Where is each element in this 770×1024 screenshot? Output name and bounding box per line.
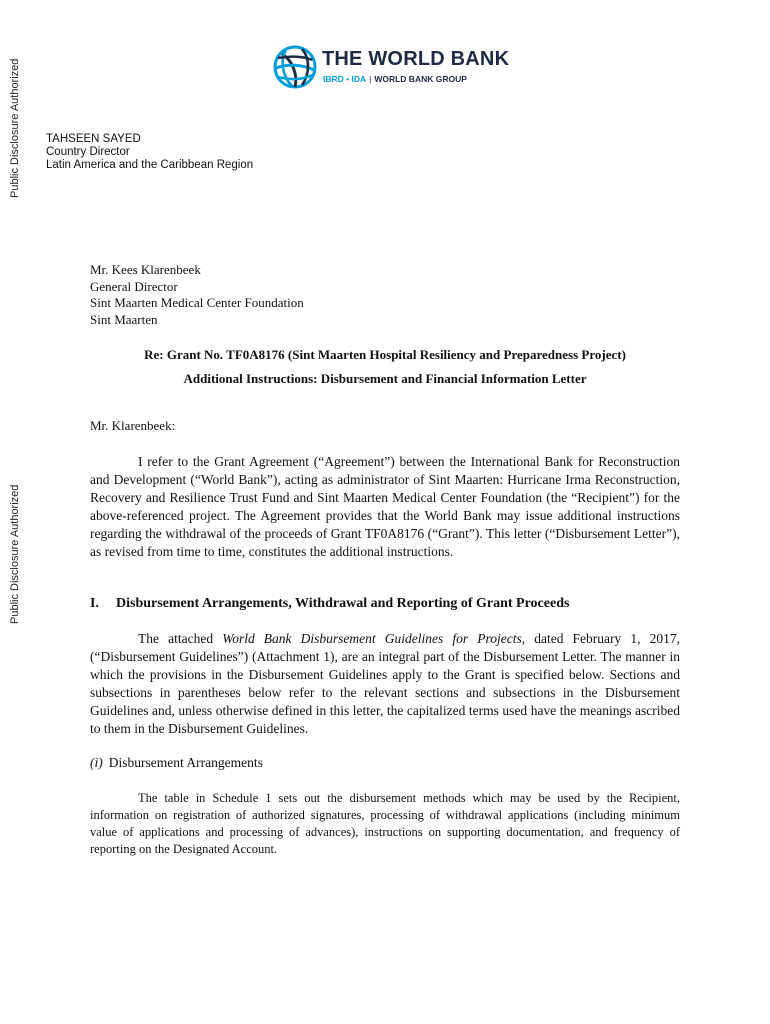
- guidelines-paragraph: [90, 630, 680, 738]
- addressee-name: Mr. Kees Klarenbeek: [90, 262, 201, 277]
- subsection-title: Disbursement Arrangements: [108, 755, 263, 770]
- guidelines-title: World Bank Disbursement Guidelines for Projects: [222, 631, 522, 646]
- logo-title: THE WORLD BANK: [322, 48, 510, 70]
- sender-name: TAHSEEN SAYED: [46, 133, 141, 145]
- logo-separator: |: [369, 74, 372, 84]
- subject-line: Re: Grant No. TF0A8176 (Sint Maarten Hospital Resiliency and Preparedness Project): [144, 347, 626, 362]
- intro-paragraph: I refer to the Grant Agreement (“Agreement”) between the International Bank for Reconstruction and Development (“World Bank”), acting as administrator of Sint Maarten: Hurricane Irma Reconstruction, Recovery and Resilience Trust Fund and Sint Maarten Medical Center Foundation (the “Recipient”) for the above-referenced project. The Agreement provides that the World Bank may issue additional instructions regarding the withdrawal of the proceeds of Grant TF0A8176 (“Grant”). This letter (“Disbursement Letter”), as revised from time to time, constitutes the additional instructions.: [90, 454, 680, 559]
- salutation: Mr. Klarenbeek:: [90, 418, 176, 433]
- subsection-number: (i): [90, 755, 103, 770]
- sender-region: Latin America and the Caribbean Region: [46, 159, 254, 171]
- logo-group: WORLD BANK GROUP: [374, 74, 467, 84]
- section-number: I.: [90, 596, 99, 611]
- globe-icon: [272, 44, 318, 90]
- addressee-location: Sint Maarten: [90, 311, 158, 327]
- logo-ibrd-ida: IBRD • IDA: [323, 74, 367, 84]
- arrangements-paragraph: The table in Schedule 1 sets out the disbursement methods which may be used by the Recipient, information on registration of authorized signatures, processing of withdrawal applications (including minimum value of applications and processing of advances), instructions on supporting documentation, and frequency of reporting on the Designated Account.: [90, 791, 680, 856]
- guidelines-text-after: , dated February 1, 2017, (“Disbursement Guidelines”) (Attachment 1), are an integral part of the Disbursement Letter. The manner in which the provisions in the Disbursement Guidelines apply to the Grant is specified below. Sections and subsections in parentheses below refer to the relevant sections and subsections in the Disbursement Guidelines and, unless otherwise defined in this letter, the capitalized terms used have the meanings ascribed to them in the Disbursement Guidelines.: [90, 631, 680, 736]
- subject-subline: Additional Instructions: Disbursement and Financial Information Letter: [183, 371, 587, 386]
- guidelines-text-before: The attached: [138, 631, 223, 646]
- section-title: Disbursement Arrangements, Withdrawal and Reporting of Grant Proceeds: [116, 596, 570, 611]
- subsection-heading: [90, 755, 263, 771]
- addressee-organization: Sint Maarten Medical Center Foundation: [90, 295, 304, 310]
- disclosure-stamp-middle: Public Disclosure Authorized: [9, 484, 21, 624]
- sender-block: [46, 133, 253, 172]
- addressee-title: General Director: [90, 278, 178, 294]
- world-bank-logo: [272, 44, 512, 94]
- section-heading: [90, 596, 569, 612]
- sender-title: Country Director: [46, 146, 130, 158]
- logo-subtitle: [323, 74, 467, 84]
- disclosure-stamp-top: Public Disclosure Authorized: [9, 58, 21, 198]
- addressee-block: [90, 262, 304, 328]
